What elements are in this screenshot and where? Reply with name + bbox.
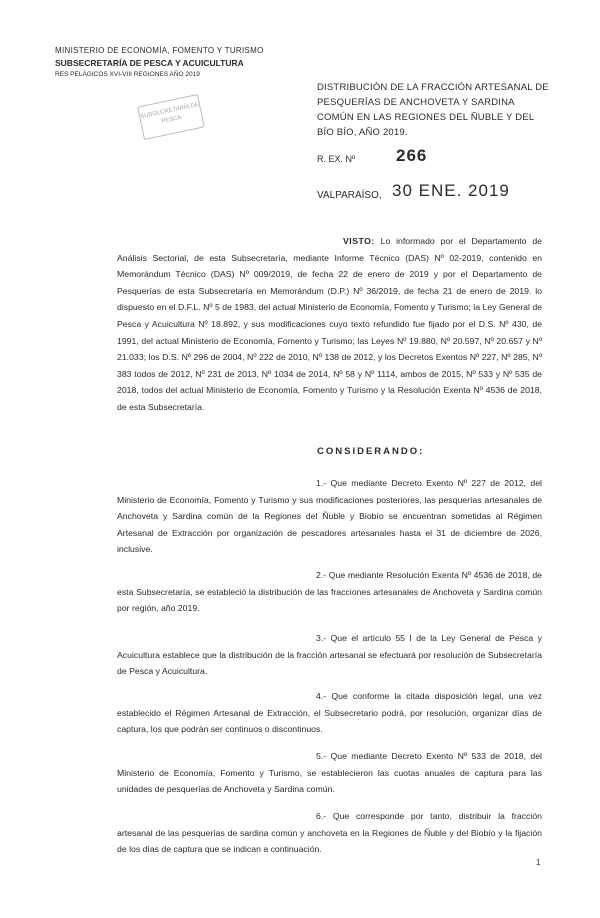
city-label: VALPARAÍSO, bbox=[317, 190, 382, 201]
resolution-date: 30 ENE. 2019 bbox=[392, 181, 510, 200]
considerando-item-3: 3.- Que el artículo 55 I de la Ley General de Pesca y Acuicultura establece que la distribución de la fracción artesanal se efectuará por resolución de Subsecretaría de Pesca y Acuicultura. bbox=[117, 633, 542, 677]
office-stamp: SUBSECRETARÍA DE PESCA bbox=[137, 94, 205, 140]
subsecretaria-name: SUBSECRETARÍA DE PESCA Y ACUICULTURA bbox=[55, 58, 244, 68]
document-reference: RES PELÁGICOS XVI-VIII REGIONES AÑO 2019 bbox=[55, 71, 200, 78]
page-number: 1 bbox=[536, 858, 541, 867]
considerando-heading: CONSIDERANDO: bbox=[317, 446, 425, 457]
visto-text: Lo informado por el Departamento de Análisis Sectorial, de esta Subsecretaría, mediante Informe Técnico (DAS) Nº 02-2019, contenido en Memorándum Técnico (DAS) Nº 009/2019, de fecha 22 de enero de 2019 y por el Departamento de Pesquerías de esta Subsecretaría en Memorándum (D.P.) Nº 36/2019, de fecha 21 de enero de 2019. lo dispuesto en el D.F.L. Nº 5 de 1983, del actual Ministerio de Economía, Fomento y Turismo; la Ley General de Pesca y Acuicultura Nº 18.892, y sus modificaciones cuyo texto refundido fue fijado por el D.S. Nº 430, de 1991, del actual Ministerio de Economía, Fomento y Turismo; las Leyes Nº 19.880, Nº 20.597, Nº 20.657 y Nº 21.033; los D.S. Nº 296 de 2004, Nº 222 de 2010, Nº 138 de 2012, y los Decretos Exentos Nº 227, Nº 285, Nº 383 todos de 2012, Nº 231 de 2013, Nº 1034 de 2014, Nº 58 y Nº 1114, ambos de 2015, Nº 533 y Nº 535 de 2018, todos del actual Ministerio de Economía, Fomento y Turismo y la Resolución Exenta Nº 4536 de 2018, de esta Subsecretaría. bbox=[117, 236, 542, 412]
resolution-subject: DISTRIBUCIÓN DE LA FRACCIÓN ARTESANAL DE PESQUERÍAS DE ANCHOVETA Y SARDINA COMÚN EN LAS REGIONES DEL ÑUBLE Y DEL BÍO BÍO, AÑO 2019. bbox=[317, 82, 549, 138]
letterhead bbox=[55, 45, 264, 81]
considerando-item-2: 2.- Que mediante Resolución Exenta Nº 4536 de 2018, de esta Subsecretaría, se estableció la distribución de las fracciones artesanales de Anchoveta y Sardina común por región, año 2019. bbox=[117, 570, 542, 614]
considerando-item-6: 6.- Que corresponde por tanto, distribuir la fracción artesanal de las pesquerías de sardina común y anchoveta en la Regiones de Ñuble y del Biobío y la fijación de los días de captura que se indican a continuación. bbox=[117, 811, 542, 855]
resolution-label: R. EX. Nº bbox=[317, 154, 356, 164]
ministry-name: MINISTERIO DE ECONOMÍA, FOMENTO Y TURISMO bbox=[55, 46, 264, 55]
resolution-number: 266 bbox=[396, 146, 428, 165]
considerando-item-5: 5.- Que mediante Decreto Exento Nº 533 de 2018, del Ministerio de Economía, Fomento y Turismo, se establecieron las cuotas anuales de captura para las unidades de pesquerías de Anchoveta y Sardina común. bbox=[117, 751, 542, 795]
visto-label: VISTO: bbox=[343, 236, 375, 246]
considerando-item-4: 4.- Que conforme la citada disposición legal, una vez establecido el Régimen Artesanal de Extracción, el Subsecretario podrá, por resolución, organizar días de captura, los que podrán ser continuos o discontinuos. bbox=[117, 691, 542, 735]
visto-paragraph bbox=[117, 233, 542, 416]
considerando-item-1: 1.- Que mediante Decreto Exento Nº 227 de 2012, del Ministerio de Economía, Fomento y Turismo y sus modificaciones posteriores, las pesquerías artesanales de Anchoveta y Sardina común de la Regiones del Ñuble y Biobío se encuentran sometidas al Régimen Artesanal de Extracción por organización de pescadores artesanales hasta el 31 de diciembre de 2026, inclusive. bbox=[117, 478, 542, 555]
